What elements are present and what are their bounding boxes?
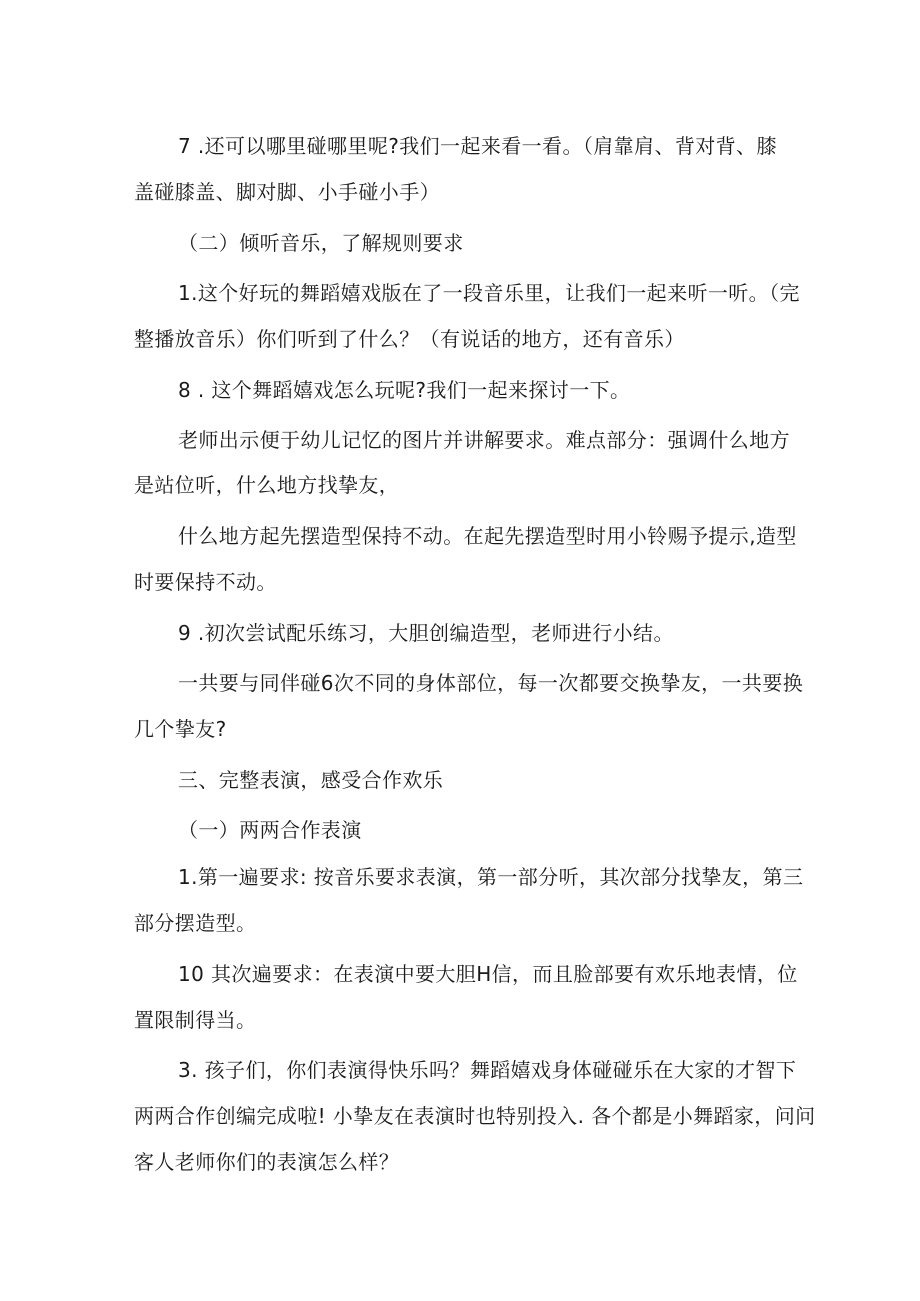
paragraph-12-line-1: 10 其次遍要求：在表演中要大胆H信，而且脸部要有欢乐地表情，位 [178,962,798,986]
paragraph-13-line-2: 两两合作创编完成啦! 小挚友在表演时也特别投入. 各个都是小舞蹈家，问问 [134,1104,816,1128]
paragraph-5-line-2: 是站位听，什么地方找挚友， [134,473,400,497]
paragraph-1-line-1: 7 .还可以哪里碰哪里呢?我们一起来看一看。（肩靠肩、背对背、膝 [178,134,777,158]
paragraph-4-line-1: 8 . 这个舞蹈嬉戏怎么玩呢?我们一起来探讨一下。 [178,378,631,402]
paragraph-11-line-1: 1.第一遍要求: 按音乐要求表演，第一部分听，其次部分找挚友，第三 [178,865,804,889]
paragraph-13-line-3: 客人老师你们的表演怎么样？ [134,1150,400,1174]
paragraph-1-line-2: 盖碰膝盖、脚对脚、小手碰小手） [134,180,440,204]
paragraph-8-line-2: 几个挚友? [134,717,227,741]
paragraph-3-line-2: 整播放音乐）你们听到了什么？（有说话的地方，还有音乐） [134,327,685,351]
subsection-heading-pair-performance: （一）两两合作表演 [178,818,362,842]
paragraph-8-line-1: 一共要与同伴碰6次不同的身体部位，每一次都要交换挚友，一共要换 [178,671,804,695]
paragraph-11-line-2: 部分摆造型。 [134,911,257,935]
paragraph-6-line-2: 时要保持不动。 [134,570,277,594]
section-heading-full-performance: 三、完整表演，感受合作欢乐 [178,768,444,792]
paragraph-3-line-1: 1.这个好玩的舞蹈嬉戏版在了一段音乐里，让我们一起来听一听。（完 [178,281,800,305]
section-heading-listen-music: （二）倾听音乐，了解规则要求 [178,231,464,255]
paragraph-12-line-2: 置限制得当。 [134,1008,257,1032]
paragraph-5-line-1: 老师出示便于幼儿记忆的图片并讲解要求。难点部分：强调什么地方 [178,428,790,452]
paragraph-13-line-1: 3. 孩子们，你们表演得快乐吗？舞蹈嬉戏身体碰碰乐在大家的才智下 [178,1058,797,1082]
paragraph-7-line-1: 9 .初次尝试配乐练习，大胆创编造型，老师进行小结。 [178,621,674,645]
paragraph-6-line-1: 什么地方起先摆造型保持不动。在起先摆造型时用小铃赐予提示,造型 [178,524,797,548]
